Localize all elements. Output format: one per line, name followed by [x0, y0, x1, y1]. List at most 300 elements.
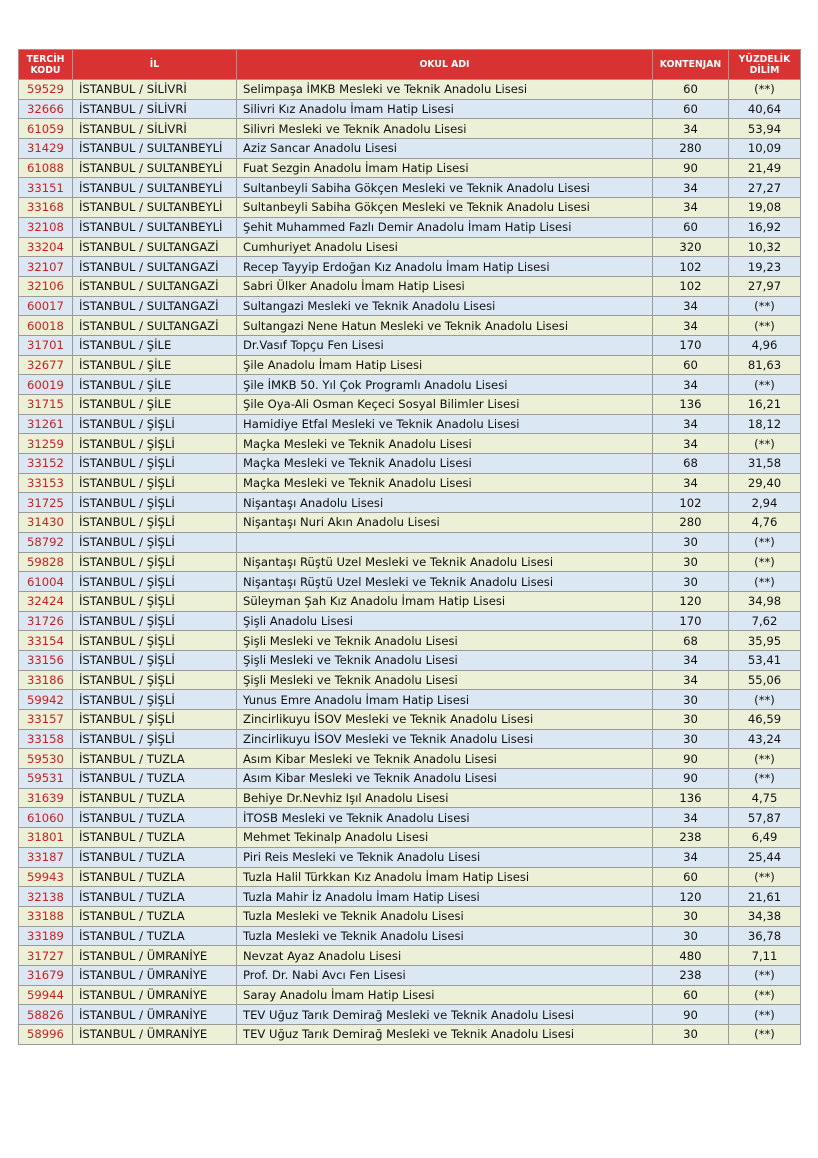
tercih-kodu-cell: 31726: [19, 611, 73, 631]
yuzdelik-dilim-cell: 46,59: [729, 710, 801, 730]
table-row: [19, 631, 801, 651]
yuzdelik-dilim-cell: 7,62: [729, 611, 801, 631]
yuzdelik-dilim-cell: 18,12: [729, 414, 801, 434]
tercih-kodu-cell: 58996: [19, 1025, 73, 1045]
il-cell: İSTANBUL / SULTANBEYLİ: [73, 139, 237, 159]
header-tercih-kodu: [19, 50, 73, 80]
yuzdelik-dilim-cell: 31,58: [729, 454, 801, 474]
kontenjan-cell: 90: [653, 749, 729, 769]
table-row: [19, 80, 801, 100]
tercih-kodu-cell: 61004: [19, 572, 73, 592]
il-cell: İSTANBUL / ŞİŞLİ: [73, 631, 237, 651]
kontenjan-cell: 34: [653, 316, 729, 336]
tercih-kodu-cell: 31639: [19, 788, 73, 808]
yuzdelik-dilim-cell: 34,98: [729, 591, 801, 611]
yuzdelik-dilim-cell: 2,94: [729, 493, 801, 513]
okul-adi-cell: Zincirlikuyu İSOV Mesleki ve Teknik Anadolu Lisesi: [237, 729, 653, 749]
kontenjan-cell: 120: [653, 887, 729, 907]
table-row: [19, 217, 801, 237]
il-cell: İSTANBUL / ŞİŞLİ: [73, 552, 237, 572]
tercih-kodu-cell: 33187: [19, 847, 73, 867]
kontenjan-cell: 34: [653, 119, 729, 139]
tercih-kodu-cell: 33188: [19, 906, 73, 926]
okul-adi-cell: Tuzla Halil Türkkan Kız Anadolu İmam Hatip Lisesi: [237, 867, 653, 887]
yuzdelik-dilim-cell: 57,87: [729, 808, 801, 828]
tercih-kodu-cell: 31701: [19, 335, 73, 355]
okul-adi-cell: Maçka Mesleki ve Teknik Anadolu Lisesi: [237, 473, 653, 493]
table-row: [19, 926, 801, 946]
okul-adi-cell: TEV Uğuz Tarık Demirağ Mesleki ve Teknik Anadolu Lisesi: [237, 1005, 653, 1025]
yuzdelik-dilim-cell: (**): [729, 1025, 801, 1045]
table-row: [19, 434, 801, 454]
kontenjan-cell: 60: [653, 867, 729, 887]
il-cell: İSTANBUL / SULTANGAZİ: [73, 316, 237, 336]
tercih-kodu-cell: 33151: [19, 178, 73, 198]
table-row: [19, 946, 801, 966]
table-row: [19, 198, 801, 218]
kontenjan-cell: 90: [653, 1005, 729, 1025]
il-cell: İSTANBUL / ŞİŞLİ: [73, 650, 237, 670]
tercih-kodu-cell: 58792: [19, 532, 73, 552]
tercih-kodu-cell: 61088: [19, 158, 73, 178]
yuzdelik-dilim-cell: (**): [729, 375, 801, 395]
okul-adi-cell: Nişantaşı Anadolu Lisesi: [237, 493, 653, 513]
il-cell: İSTANBUL / ŞİŞLİ: [73, 591, 237, 611]
okul-adi-cell: Şehit Muhammed Fazlı Demir Anadolu İmam Hatip Lisesi: [237, 217, 653, 237]
il-cell: İSTANBUL / ŞİLE: [73, 355, 237, 375]
tercih-kodu-cell: 32138: [19, 887, 73, 907]
okul-adi-cell: Şişli Mesleki ve Teknik Anadolu Lisesi: [237, 650, 653, 670]
yuzdelik-dilim-cell: (**): [729, 749, 801, 769]
il-cell: İSTANBUL / ŞİŞLİ: [73, 473, 237, 493]
kontenjan-cell: 120: [653, 591, 729, 611]
kontenjan-cell: 60: [653, 80, 729, 100]
tercih-kodu-cell: 33153: [19, 473, 73, 493]
table-row: [19, 257, 801, 277]
header-yuzdelik-line2: DİLİM: [749, 64, 780, 76]
table-row: [19, 906, 801, 926]
il-cell: İSTANBUL / TUZLA: [73, 808, 237, 828]
yuzdelik-dilim-cell: 21,61: [729, 887, 801, 907]
tercih-kodu-cell: 59530: [19, 749, 73, 769]
yuzdelik-dilim-cell: (**): [729, 316, 801, 336]
yuzdelik-dilim-cell: (**): [729, 965, 801, 985]
table-row: [19, 611, 801, 631]
kontenjan-cell: 34: [653, 296, 729, 316]
table-row: [19, 808, 801, 828]
il-cell: İSTANBUL / ŞİŞLİ: [73, 493, 237, 513]
il-cell: İSTANBUL / TUZLA: [73, 926, 237, 946]
kontenjan-cell: 68: [653, 454, 729, 474]
yuzdelik-dilim-cell: (**): [729, 867, 801, 887]
tercih-kodu-cell: 58826: [19, 1005, 73, 1025]
header-tercih-kodu-line1: TERCİH: [26, 53, 65, 65]
okul-adi-cell: Sultangazi Nene Hatun Mesleki ve Teknik Anadolu Lisesi: [237, 316, 653, 336]
yuzdelik-dilim-cell: 10,32: [729, 237, 801, 257]
kontenjan-cell: 90: [653, 769, 729, 789]
table-row: [19, 395, 801, 415]
yuzdelik-dilim-cell: (**): [729, 572, 801, 592]
tercih-kodu-cell: 59943: [19, 867, 73, 887]
okul-adi-cell: Mehmet Tekinalp Anadolu Lisesi: [237, 828, 653, 848]
okul-adi-cell: Maçka Mesleki ve Teknik Anadolu Lisesi: [237, 434, 653, 454]
yuzdelik-dilim-cell: (**): [729, 552, 801, 572]
tercih-kodu-cell: 32107: [19, 257, 73, 277]
tercih-kodu-cell: 31801: [19, 828, 73, 848]
kontenjan-cell: 30: [653, 729, 729, 749]
il-cell: İSTANBUL / ŞİŞLİ: [73, 454, 237, 474]
okul-adi-cell: Şile Oya-Ali Osman Keçeci Sosyal Bilimler Lisesi: [237, 395, 653, 415]
kontenjan-cell: 30: [653, 1025, 729, 1045]
yuzdelik-dilim-cell: 4,75: [729, 788, 801, 808]
il-cell: İSTANBUL / ŞİLE: [73, 375, 237, 395]
okul-adi-cell: Şişli Mesleki ve Teknik Anadolu Lisesi: [237, 631, 653, 651]
kontenjan-cell: 102: [653, 257, 729, 277]
table-row: [19, 473, 801, 493]
yuzdelik-dilim-cell: 4,76: [729, 513, 801, 533]
yuzdelik-dilim-cell: 16,92: [729, 217, 801, 237]
okul-adi-cell: Nişantaşı Rüştü Uzel Mesleki ve Teknik Anadolu Lisesi: [237, 552, 653, 572]
okul-adi-cell: Asım Kibar Mesleki ve Teknik Anadolu Lisesi: [237, 749, 653, 769]
okul-adi-cell: Nişantaşı Nuri Akın Anadolu Lisesi: [237, 513, 653, 533]
kontenjan-cell: 320: [653, 237, 729, 257]
table-row: [19, 355, 801, 375]
kontenjan-cell: 60: [653, 355, 729, 375]
kontenjan-cell: 480: [653, 946, 729, 966]
yuzdelik-dilim-cell: 81,63: [729, 355, 801, 375]
yuzdelik-dilim-cell: 10,09: [729, 139, 801, 159]
okul-adi-cell: Tuzla Mesleki ve Teknik Anadolu Lisesi: [237, 906, 653, 926]
yuzdelik-dilim-cell: 40,64: [729, 99, 801, 119]
tercih-kodu-cell: 59828: [19, 552, 73, 572]
header-kontenjan: KONTENJAN: [653, 50, 729, 80]
okul-adi-cell: Saray Anadolu İmam Hatip Lisesi: [237, 985, 653, 1005]
okul-adi-cell: Nişantaşı Rüştü Uzel Mesleki ve Teknik Anadolu Lisesi: [237, 572, 653, 592]
yuzdelik-dilim-cell: 27,97: [729, 276, 801, 296]
yuzdelik-dilim-cell: (**): [729, 532, 801, 552]
okul-adi-cell: Süleyman Şah Kız Anadolu İmam Hatip Lisesi: [237, 591, 653, 611]
tercih-kodu-cell: 33156: [19, 650, 73, 670]
tercih-kodu-cell: 33157: [19, 710, 73, 730]
il-cell: İSTANBUL / SİLİVRİ: [73, 99, 237, 119]
yuzdelik-dilim-cell: 35,95: [729, 631, 801, 651]
okul-adi-cell: İTOSB Mesleki ve Teknik Anadolu Lisesi: [237, 808, 653, 828]
okul-adi-cell: Nevzat Ayaz Anadolu Lisesi: [237, 946, 653, 966]
tercih-kodu-cell: 60017: [19, 296, 73, 316]
tercih-kodu-cell: 60019: [19, 375, 73, 395]
il-cell: İSTANBUL / SİLİVRİ: [73, 80, 237, 100]
il-cell: İSTANBUL / ŞİŞLİ: [73, 572, 237, 592]
okul-adi-cell: Yunus Emre Anadolu İmam Hatip Lisesi: [237, 690, 653, 710]
tercih-kodu-cell: 31429: [19, 139, 73, 159]
table-row: [19, 414, 801, 434]
tercih-kodu-cell: 31430: [19, 513, 73, 533]
tercih-kodu-cell: 60018: [19, 316, 73, 336]
table-row: [19, 769, 801, 789]
tercih-kodu-cell: 32106: [19, 276, 73, 296]
il-cell: İSTANBUL / ŞİLE: [73, 395, 237, 415]
kontenjan-cell: 170: [653, 335, 729, 355]
okul-adi-cell: Piri Reis Mesleki ve Teknik Anadolu Lisesi: [237, 847, 653, 867]
kontenjan-cell: 34: [653, 670, 729, 690]
okul-adi-cell: Zincirlikuyu İSOV Mesleki ve Teknik Anadolu Lisesi: [237, 710, 653, 730]
tercih-kodu-cell: 31259: [19, 434, 73, 454]
yuzdelik-dilim-cell: 53,41: [729, 650, 801, 670]
table-row: [19, 965, 801, 985]
table-row: [19, 572, 801, 592]
table-row: [19, 847, 801, 867]
il-cell: İSTANBUL / TUZLA: [73, 906, 237, 926]
okul-adi-cell: Sultanbeyli Sabiha Gökçen Mesleki ve Teknik Anadolu Lisesi: [237, 198, 653, 218]
il-cell: İSTANBUL / SULTANGAZİ: [73, 276, 237, 296]
table-header-row: [19, 50, 801, 80]
header-yuzdelik-line1: YÜZDELİK: [738, 53, 791, 65]
kontenjan-cell: 34: [653, 198, 729, 218]
kontenjan-cell: 102: [653, 493, 729, 513]
table-row: [19, 1025, 801, 1045]
kontenjan-cell: 30: [653, 572, 729, 592]
table-row: [19, 513, 801, 533]
table-row: [19, 296, 801, 316]
tercih-kodu-cell: 33158: [19, 729, 73, 749]
okul-adi-cell: Silivri Mesleki ve Teknik Anadolu Lisesi: [237, 119, 653, 139]
okul-adi-cell: Şişli Anadolu Lisesi: [237, 611, 653, 631]
yuzdelik-dilim-cell: 19,08: [729, 198, 801, 218]
table-row: [19, 867, 801, 887]
kontenjan-cell: 30: [653, 926, 729, 946]
il-cell: İSTANBUL / ŞİŞLİ: [73, 414, 237, 434]
il-cell: İSTANBUL / TUZLA: [73, 847, 237, 867]
kontenjan-cell: 60: [653, 99, 729, 119]
il-cell: İSTANBUL / ŞİŞLİ: [73, 670, 237, 690]
table-body: [19, 80, 801, 1045]
tercih-kodu-cell: 32108: [19, 217, 73, 237]
kontenjan-cell: 280: [653, 513, 729, 533]
table-row: [19, 139, 801, 159]
tercih-kodu-cell: 31679: [19, 965, 73, 985]
yuzdelik-dilim-cell: 36,78: [729, 926, 801, 946]
kontenjan-cell: 34: [653, 808, 729, 828]
yuzdelik-dilim-cell: 29,40: [729, 473, 801, 493]
table-row: [19, 552, 801, 572]
kontenjan-cell: 30: [653, 690, 729, 710]
yuzdelik-dilim-cell: (**): [729, 985, 801, 1005]
yuzdelik-dilim-cell: 34,38: [729, 906, 801, 926]
kontenjan-cell: 34: [653, 473, 729, 493]
tercih-kodu-cell: 33204: [19, 237, 73, 257]
kontenjan-cell: 34: [653, 414, 729, 434]
il-cell: İSTANBUL / TUZLA: [73, 749, 237, 769]
table-row: [19, 670, 801, 690]
yuzdelik-dilim-cell: 21,49: [729, 158, 801, 178]
table-row: [19, 985, 801, 1005]
tercih-kodu-cell: 59942: [19, 690, 73, 710]
header-yuzdelik-dilim: [729, 50, 801, 80]
table-row: [19, 316, 801, 336]
kontenjan-cell: 34: [653, 375, 729, 395]
tercih-kodu-cell: 33154: [19, 631, 73, 651]
table-row: [19, 1005, 801, 1025]
kontenjan-cell: 68: [653, 631, 729, 651]
okul-adi-cell: Hamidiye Etfal Mesleki ve Teknik Anadolu Lisesi: [237, 414, 653, 434]
tercih-kodu-cell: 33189: [19, 926, 73, 946]
il-cell: İSTANBUL / SULTANBEYLİ: [73, 198, 237, 218]
tercih-kodu-cell: 32677: [19, 355, 73, 375]
kontenjan-cell: 170: [653, 611, 729, 631]
il-cell: İSTANBUL / ŞİŞLİ: [73, 710, 237, 730]
il-cell: İSTANBUL / ÜMRANİYE: [73, 985, 237, 1005]
tercih-kodu-cell: 61059: [19, 119, 73, 139]
tercih-kodu-cell: 33168: [19, 198, 73, 218]
tercih-kodu-cell: 31715: [19, 395, 73, 415]
table-row: [19, 828, 801, 848]
tercih-kodu-cell: 59944: [19, 985, 73, 1005]
table-row: [19, 454, 801, 474]
tercih-kodu-cell: 59529: [19, 80, 73, 100]
tercih-kodu-cell: 32666: [19, 99, 73, 119]
yuzdelik-dilim-cell: 25,44: [729, 847, 801, 867]
school-quota-table: [18, 49, 801, 1045]
okul-adi-cell: Tuzla Mesleki ve Teknik Anadolu Lisesi: [237, 926, 653, 946]
okul-adi-cell: Fuat Sezgin Anadolu İmam Hatip Lisesi: [237, 158, 653, 178]
okul-adi-cell: Tuzla Mahir İz Anadolu İmam Hatip Lisesi: [237, 887, 653, 907]
il-cell: İSTANBUL / SULTANGAZİ: [73, 257, 237, 277]
il-cell: İSTANBUL / ÜMRANİYE: [73, 1005, 237, 1025]
okul-adi-cell: Sultanbeyli Sabiha Gökçen Mesleki ve Teknik Anadolu Lisesi: [237, 178, 653, 198]
kontenjan-cell: 60: [653, 985, 729, 1005]
kontenjan-cell: 60: [653, 217, 729, 237]
yuzdelik-dilim-cell: (**): [729, 769, 801, 789]
il-cell: İSTANBUL / TUZLA: [73, 788, 237, 808]
okul-adi-cell: Prof. Dr. Nabi Avcı Fen Lisesi: [237, 965, 653, 985]
table-row: [19, 532, 801, 552]
okul-adi-cell: Şişli Mesleki ve Teknik Anadolu Lisesi: [237, 670, 653, 690]
il-cell: İSTANBUL / ŞİŞLİ: [73, 611, 237, 631]
il-cell: İSTANBUL / ŞİŞLİ: [73, 690, 237, 710]
tercih-kodu-cell: 31725: [19, 493, 73, 513]
kontenjan-cell: 136: [653, 395, 729, 415]
yuzdelik-dilim-cell: (**): [729, 80, 801, 100]
tercih-kodu-cell: 33186: [19, 670, 73, 690]
tercih-kodu-cell: 61060: [19, 808, 73, 828]
il-cell: İSTANBUL / ŞİŞLİ: [73, 532, 237, 552]
okul-adi-cell: Şile İMKB 50. Yıl Çok Programlı Anadolu Lisesi: [237, 375, 653, 395]
table-row: [19, 710, 801, 730]
il-cell: İSTANBUL / ŞİŞLİ: [73, 513, 237, 533]
il-cell: İSTANBUL / SULTANGAZİ: [73, 237, 237, 257]
yuzdelik-dilim-cell: 43,24: [729, 729, 801, 749]
il-cell: İSTANBUL / SULTANGAZİ: [73, 296, 237, 316]
yuzdelik-dilim-cell: (**): [729, 434, 801, 454]
table-row: [19, 788, 801, 808]
okul-adi-cell: Aziz Sancar Anadolu Lisesi: [237, 139, 653, 159]
kontenjan-cell: 34: [653, 650, 729, 670]
il-cell: İSTANBUL / ŞİLE: [73, 335, 237, 355]
kontenjan-cell: 238: [653, 965, 729, 985]
il-cell: İSTANBUL / ÜMRANİYE: [73, 965, 237, 985]
il-cell: İSTANBUL / SULTANBEYLİ: [73, 217, 237, 237]
table-row: [19, 729, 801, 749]
kontenjan-cell: 34: [653, 434, 729, 454]
header-okul-adi: OKUL ADI: [237, 50, 653, 80]
table-row: [19, 375, 801, 395]
okul-adi-cell: Asım Kibar Mesleki ve Teknik Anadolu Lisesi: [237, 769, 653, 789]
table-row: [19, 887, 801, 907]
yuzdelik-dilim-cell: 7,11: [729, 946, 801, 966]
yuzdelik-dilim-cell: (**): [729, 296, 801, 316]
il-cell: İSTANBUL / ÜMRANİYE: [73, 946, 237, 966]
il-cell: İSTANBUL / SULTANBEYLİ: [73, 178, 237, 198]
il-cell: İSTANBUL / TUZLA: [73, 867, 237, 887]
table-row: [19, 335, 801, 355]
tercih-kodu-cell: 59531: [19, 769, 73, 789]
header-il: İL: [73, 50, 237, 80]
okul-adi-cell: Sabri Ülker Anadolu İmam Hatip Lisesi: [237, 276, 653, 296]
okul-adi-cell: Recep Tayyip Erdoğan Kız Anadolu İmam Hatip Lisesi: [237, 257, 653, 277]
yuzdelik-dilim-cell: 27,27: [729, 178, 801, 198]
kontenjan-cell: 238: [653, 828, 729, 848]
table-row: [19, 591, 801, 611]
yuzdelik-dilim-cell: 6,49: [729, 828, 801, 848]
yuzdelik-dilim-cell: 16,21: [729, 395, 801, 415]
kontenjan-cell: 30: [653, 552, 729, 572]
kontenjan-cell: 136: [653, 788, 729, 808]
table-row: [19, 119, 801, 139]
okul-adi-cell: Cumhuriyet Anadolu Lisesi: [237, 237, 653, 257]
il-cell: İSTANBUL / SİLİVRİ: [73, 119, 237, 139]
kontenjan-cell: 34: [653, 847, 729, 867]
table-row: [19, 178, 801, 198]
yuzdelik-dilim-cell: 4,96: [729, 335, 801, 355]
okul-adi-cell: Dr.Vasıf Topçu Fen Lisesi: [237, 335, 653, 355]
kontenjan-cell: 90: [653, 158, 729, 178]
tercih-kodu-cell: 33152: [19, 454, 73, 474]
tercih-kodu-cell: 32424: [19, 591, 73, 611]
il-cell: İSTANBUL / SULTANBEYLİ: [73, 158, 237, 178]
kontenjan-cell: 30: [653, 532, 729, 552]
table-row: [19, 749, 801, 769]
kontenjan-cell: 30: [653, 710, 729, 730]
il-cell: İSTANBUL / TUZLA: [73, 828, 237, 848]
kontenjan-cell: 34: [653, 178, 729, 198]
okul-adi-cell: Behiye Dr.Nevhiz Işıl Anadolu Lisesi: [237, 788, 653, 808]
yuzdelik-dilim-cell: 55,06: [729, 670, 801, 690]
table-row: [19, 690, 801, 710]
yuzdelik-dilim-cell: (**): [729, 1005, 801, 1025]
il-cell: İSTANBUL / ÜMRANİYE: [73, 1025, 237, 1045]
table-row: [19, 650, 801, 670]
table-row: [19, 158, 801, 178]
il-cell: İSTANBUL / ŞİŞLİ: [73, 434, 237, 454]
okul-adi-cell: TEV Uğuz Tarık Demirağ Mesleki ve Teknik Anadolu Lisesi: [237, 1025, 653, 1045]
yuzdelik-dilim-cell: 19,23: [729, 257, 801, 277]
table-row: [19, 276, 801, 296]
okul-adi-cell: Sultangazi Mesleki ve Teknik Anadolu Lisesi: [237, 296, 653, 316]
tercih-kodu-cell: 31261: [19, 414, 73, 434]
kontenjan-cell: 102: [653, 276, 729, 296]
yuzdelik-dilim-cell: (**): [729, 690, 801, 710]
header-tercih-kodu-line2: KODU: [30, 64, 61, 76]
okul-adi-cell: Selimpaşa İMKB Mesleki ve Teknik Anadolu Lisesi: [237, 80, 653, 100]
okul-adi-cell: Silivri Kız Anadolu İmam Hatip Lisesi: [237, 99, 653, 119]
tercih-kodu-cell: 31727: [19, 946, 73, 966]
yuzdelik-dilim-cell: 53,94: [729, 119, 801, 139]
il-cell: İSTANBUL / TUZLA: [73, 887, 237, 907]
table-row: [19, 99, 801, 119]
okul-adi-cell: Şile Anadolu İmam Hatip Lisesi: [237, 355, 653, 375]
okul-adi-cell: Maçka Mesleki ve Teknik Anadolu Lisesi: [237, 454, 653, 474]
table-row: [19, 493, 801, 513]
